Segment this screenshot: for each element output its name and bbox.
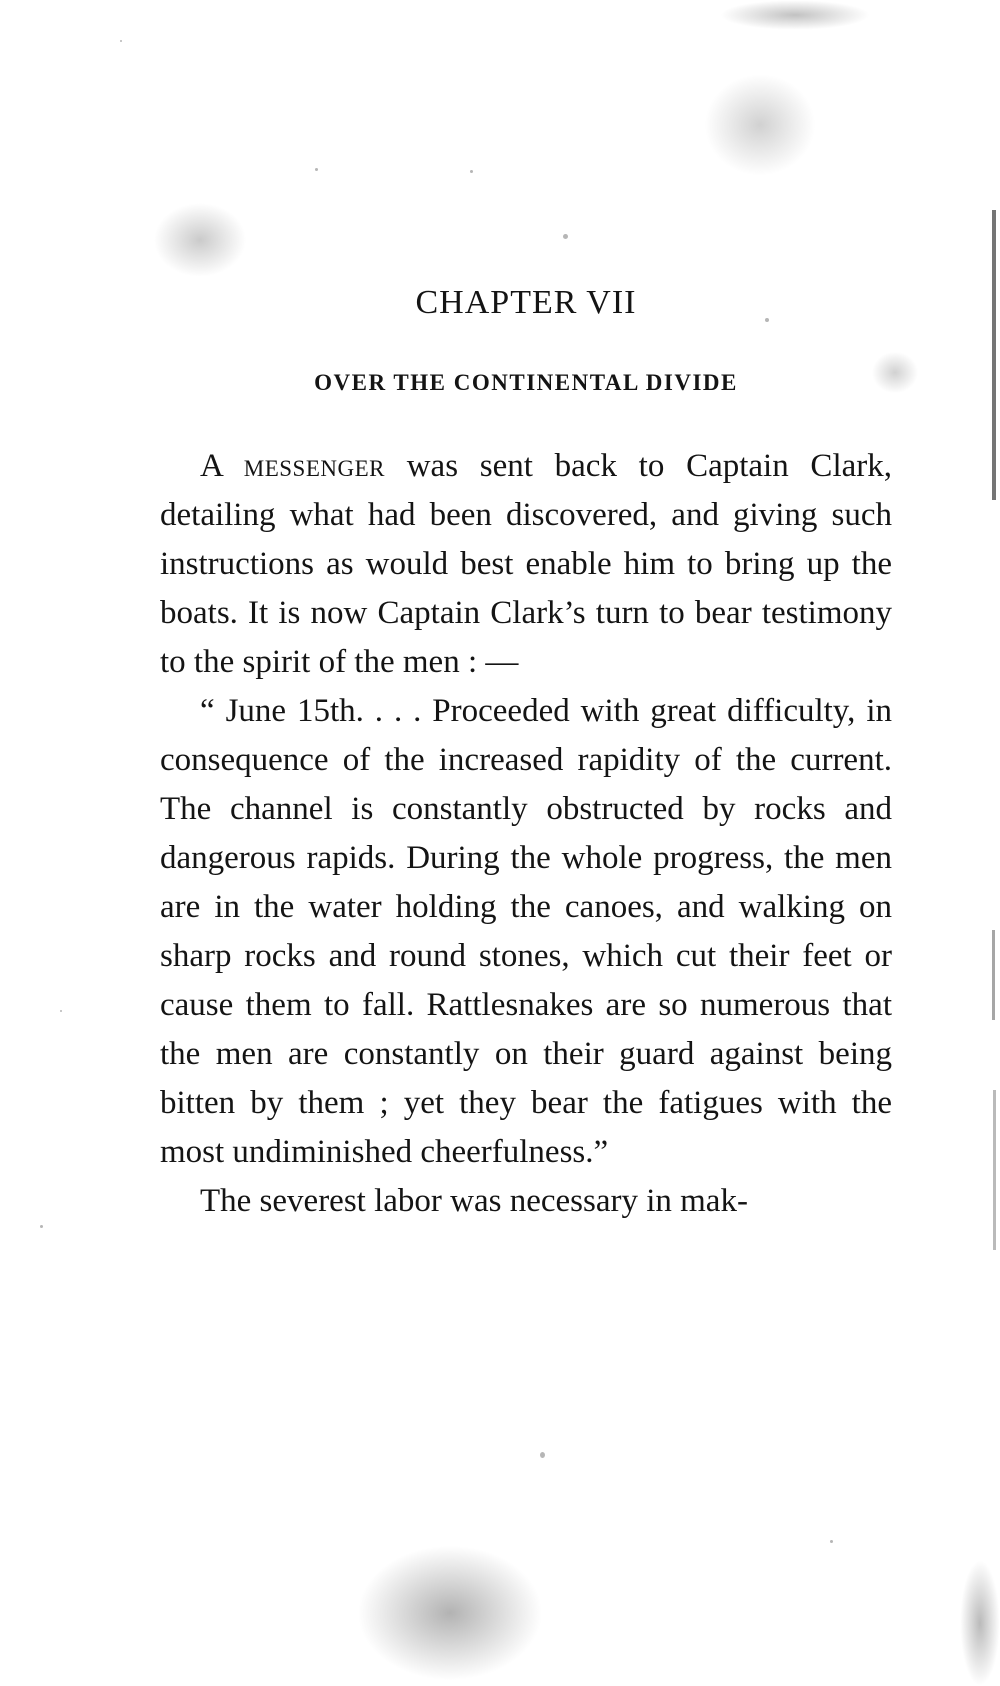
scan-noise-bottom: [350, 1540, 550, 1686]
scan-speck: [830, 1540, 833, 1543]
paragraph-3-text: The severest labor was necessary in mak-: [200, 1183, 748, 1219]
paragraph-1: [160, 442, 892, 687]
scan-speck: [120, 40, 122, 42]
chapter-subtitle: OVER THE CONTINENTAL DIVIDE: [314, 370, 738, 395]
page-edge-right-lower: [993, 1090, 996, 1250]
scan-speck: [540, 1452, 545, 1458]
paragraph-1-lead-smallcaps: messenger: [243, 448, 385, 484]
scan-noise-top-right: [720, 0, 870, 30]
scan-speck: [470, 170, 473, 173]
paragraph-2-quotation: [160, 687, 892, 1177]
scan-speck: [40, 1225, 43, 1228]
scan-speck: [563, 234, 568, 239]
paragraph-1-text: was sent back to Captain Clark, detailing what had been discovered, and giving such instructions as would best enable him to bring up the boats. It is now Captain Clark’s turn to bear testimony to the spirit of the men : —: [160, 448, 893, 680]
paragraph-1-lead: A: [200, 448, 223, 484]
page-edge-right-middle: [992, 930, 995, 1020]
paragraph-2-text: “ June 15th. . . . Proceeded with great difficulty, in consequence of the increased rapidity of the current. The channel is constantly obstructed by rocks and dangerous rapids. During the whole progress, the men are in the water holding the canoes, and walking on sharp rocks and round stones, which cut their feet or cause them to fall. Rattlesnakes are so numerous that the men are constantly on their guard against being bitten by them ; yet they bear the fatigues with the most undiminished cheerfulness.”: [160, 693, 892, 1170]
scan-speck: [60, 1010, 62, 1012]
scan-noise-upper-right: [700, 70, 820, 180]
scan-noise-left-ornament: [150, 200, 250, 280]
page-edge-right-upper: [992, 210, 996, 500]
scan-speck: [315, 168, 318, 171]
chapter-title: CHAPTER VII: [415, 284, 637, 321]
scan-noise-bottom-right: [960, 1560, 1000, 1686]
body-text: [160, 442, 892, 1226]
paragraph-3: [160, 1177, 892, 1226]
